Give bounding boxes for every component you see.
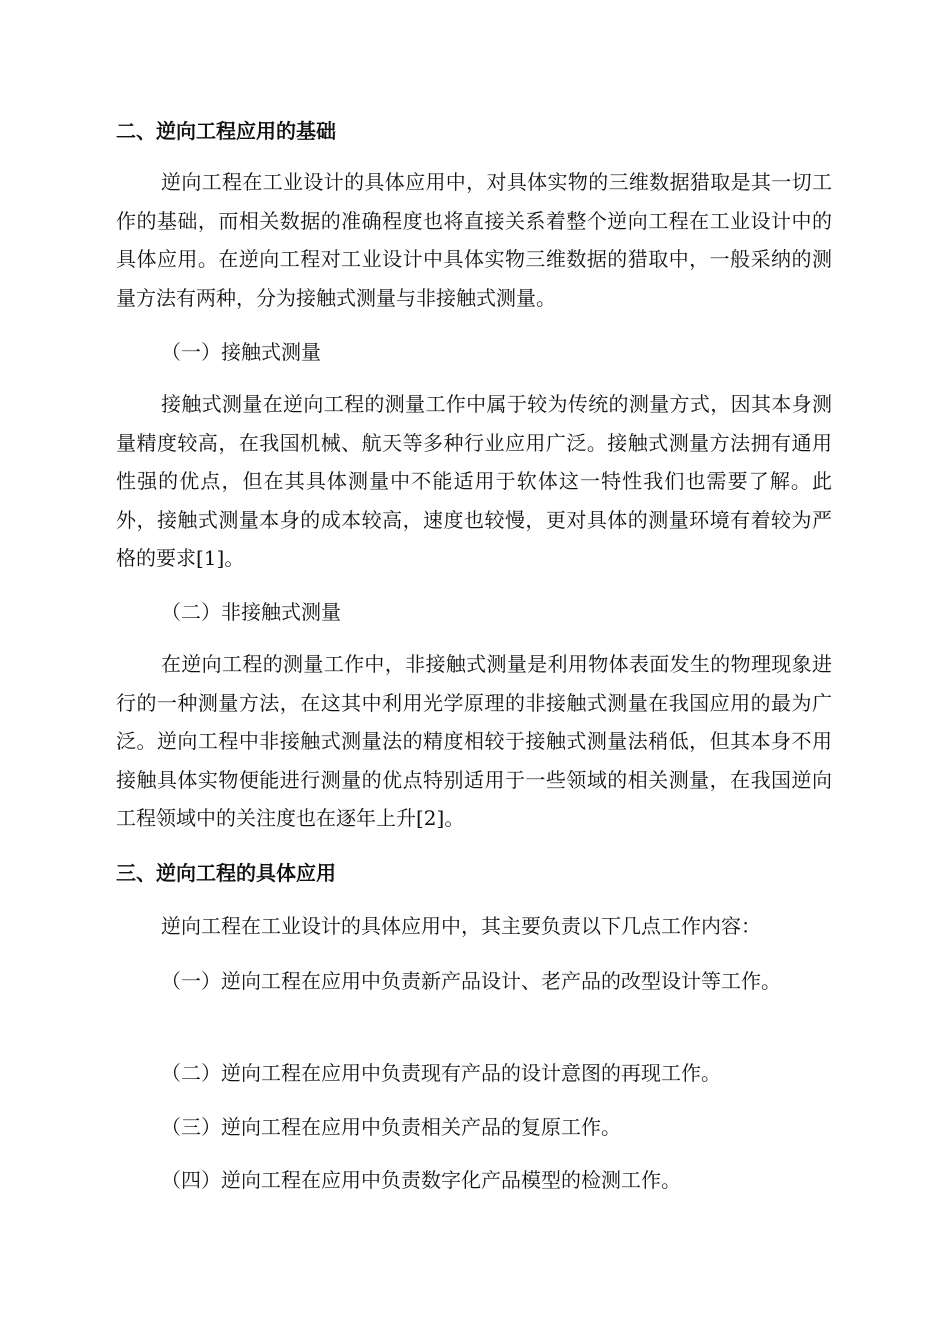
subsection-title-noncontact: （二）非接触式测量 bbox=[161, 600, 341, 624]
paragraph-application-intro: 逆向工程在工业设计的具体应用中，其主要负责以下几点工作内容： bbox=[161, 914, 761, 938]
list-item-application-2: （二）逆向工程在应用中负责现有产品的设计意图的再现工作。 bbox=[161, 1061, 721, 1085]
paragraph-foundation-intro: 逆向工程在工业设计的具体应用中，对具体实物的三维数据猎取是其一切工作的基础，而相关数据的准确程度也将直接关系着整个逆向工程在工业设计中的具体应用。在逆向工程对工业设计中具体实物三维数据的猎取中，一般采纳的测量方法有两种，分为接触式测量与非接触式测量。 bbox=[116, 170, 832, 310]
list-item-application-3: （三）逆向工程在应用中负责相关产品的复原工作。 bbox=[161, 1115, 621, 1139]
section-heading-foundation: 二、逆向工程应用的基础 bbox=[116, 119, 336, 143]
paragraph-noncontact-measurement: 在逆向工程的测量工作中，非接触式测量是利用物体表面发生的物理现象进行的一种测量方法，在这其中利用光学原理的非接触式测量在我国应用的最为广泛。逆向工程中非接触式测量法的精度相较于接触式测量法稍低，但其本身不用接触具体实物便能进行测量的优点特别适用于一些领域的相关测量，在我国逆向工程领域中的关注度也在逐年上升[2]。 bbox=[116, 652, 832, 830]
subsection-title-contact: （一）接触式测量 bbox=[161, 340, 321, 364]
section-heading-application: 三、逆向工程的具体应用 bbox=[116, 861, 336, 885]
list-item-application-1: （一）逆向工程在应用中负责新产品设计、老产品的改型设计等工作。 bbox=[161, 969, 781, 993]
list-item-application-4: （四）逆向工程在应用中负责数字化产品模型的检测工作。 bbox=[161, 1168, 681, 1192]
paragraph-contact-measurement: 接触式测量在逆向工程的测量工作中属于较为传统的测量方式，因其本身测量精度较高，在我国机械、航天等多种行业应用广泛。接触式测量方法拥有通用性强的优点，但在其具体测量中不能适用于软体这一特性我们也需要了解。此外，接触式测量本身的成本较高，速度也较慢，更对具体的测量环境有着较为严格的要求[1]。 bbox=[116, 392, 832, 570]
